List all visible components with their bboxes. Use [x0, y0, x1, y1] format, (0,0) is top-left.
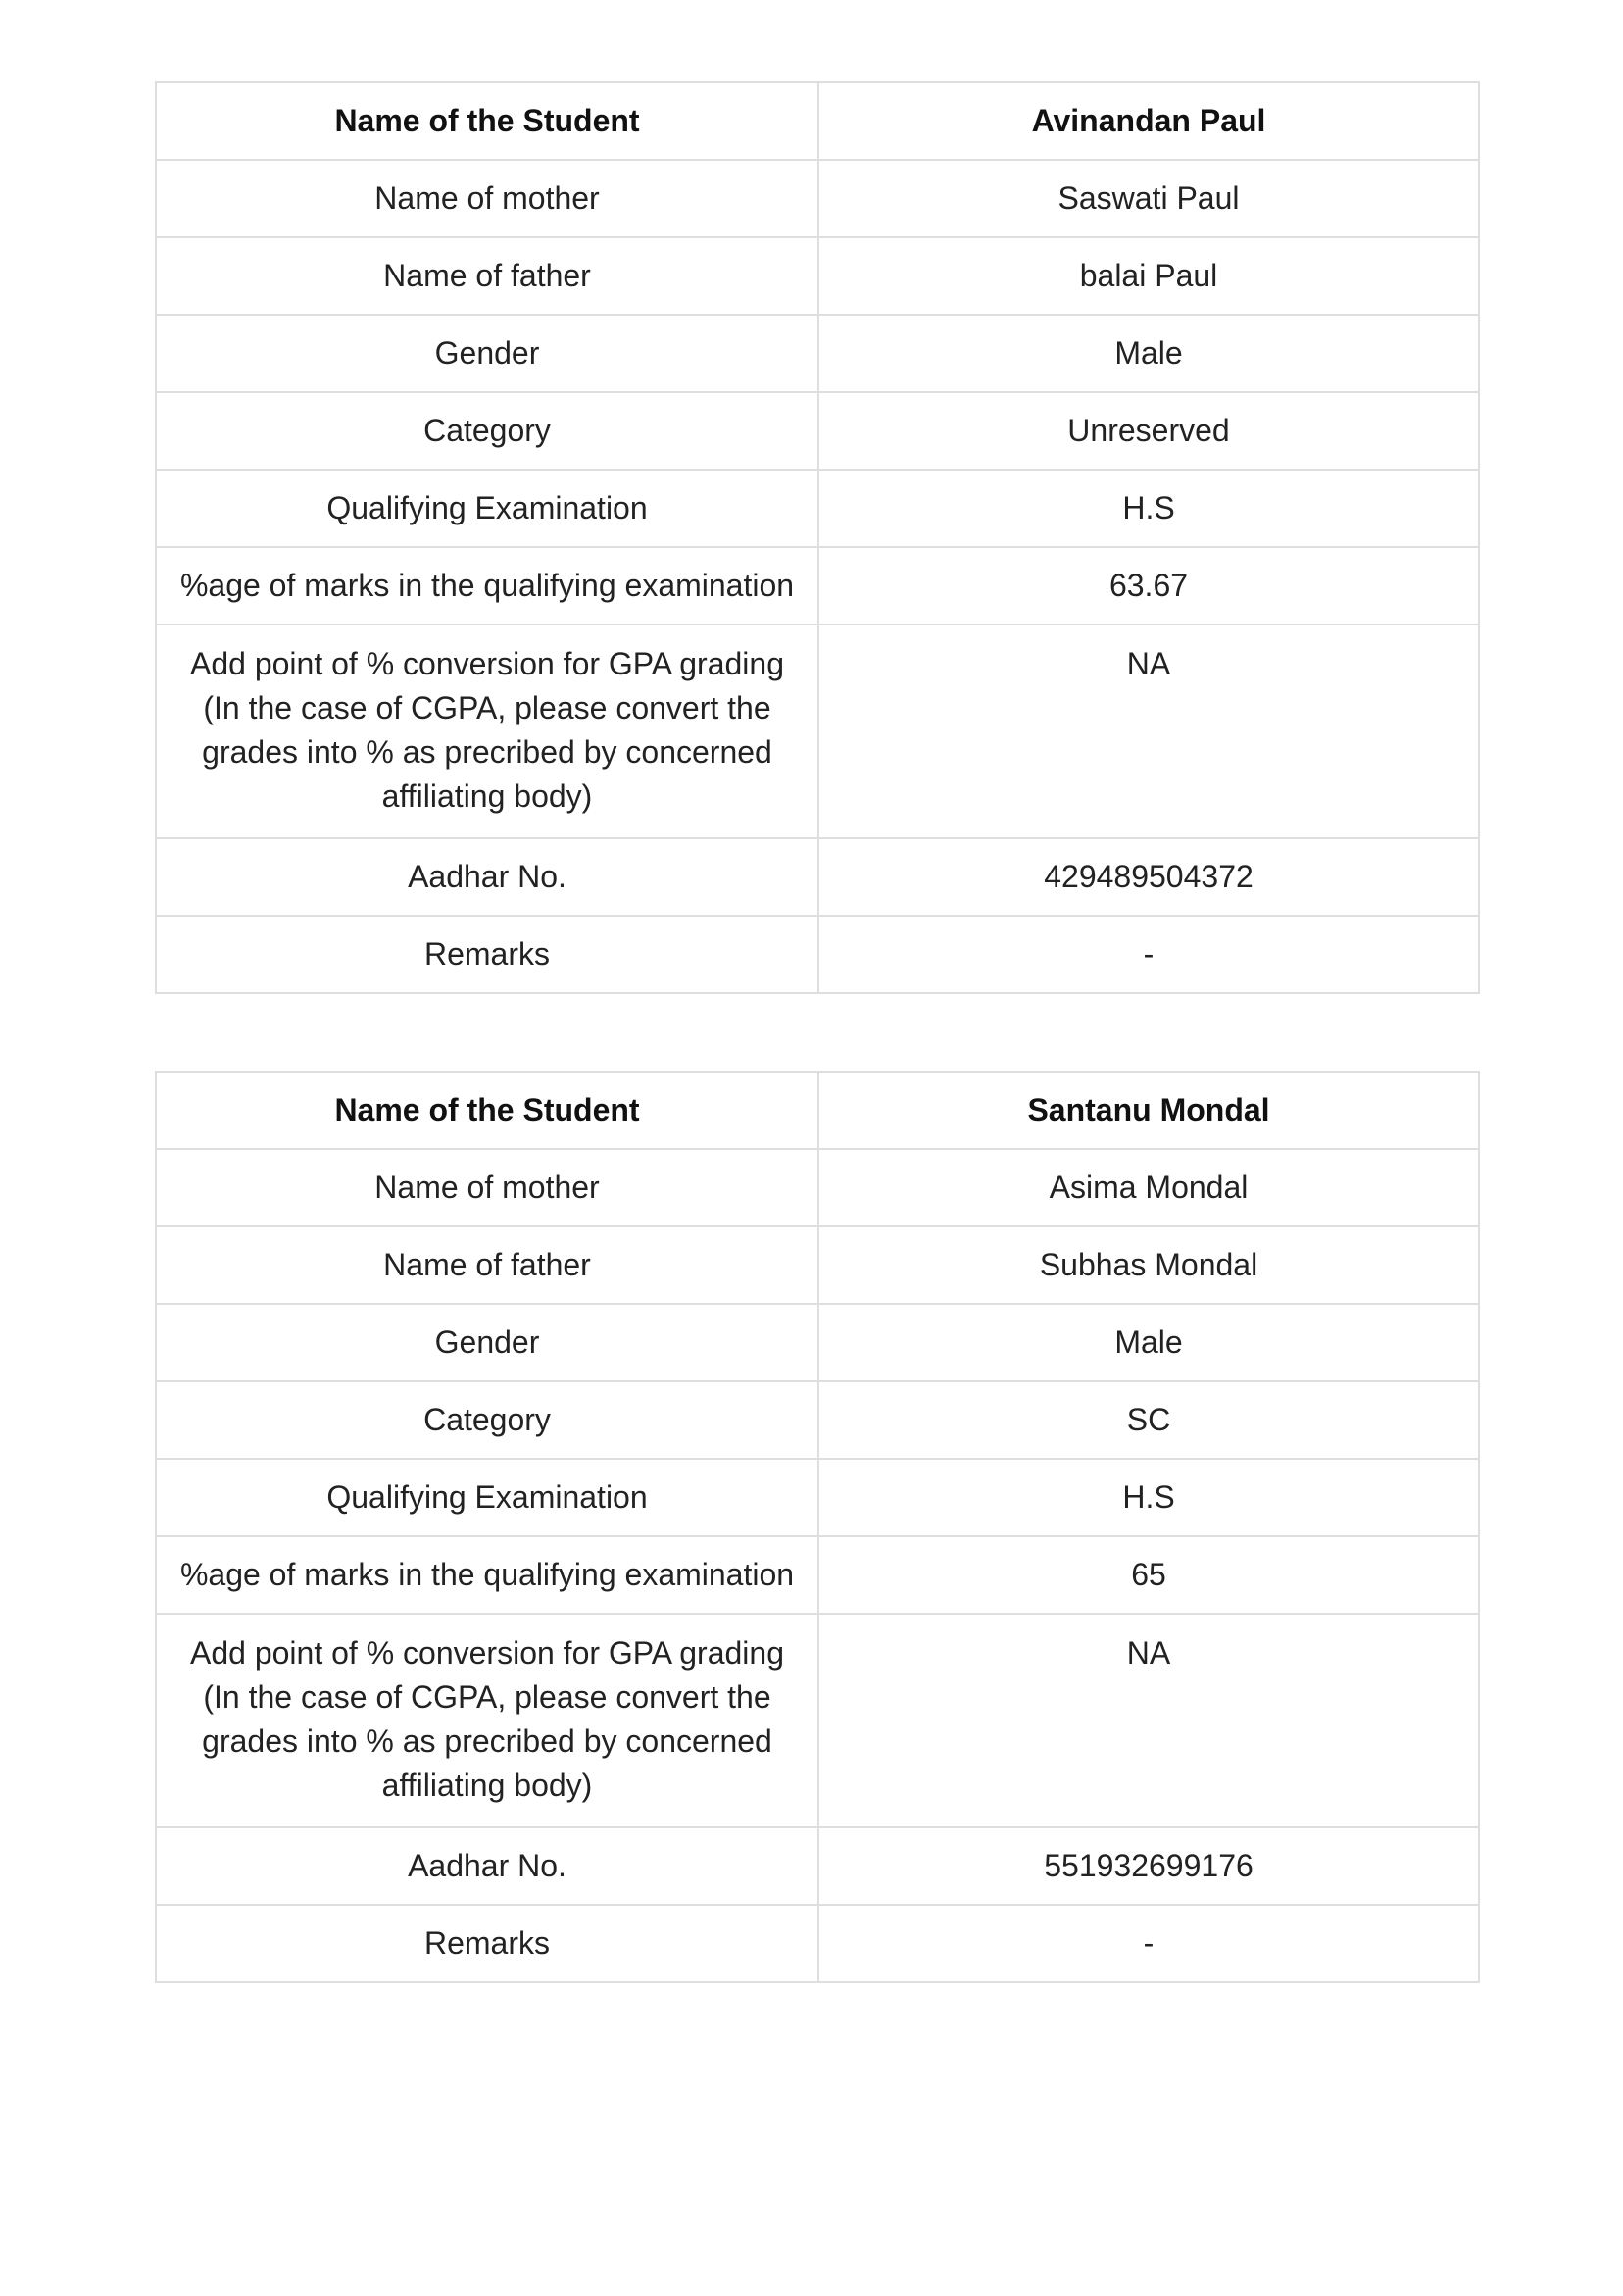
table-header-row — [156, 82, 1479, 160]
field-value: Subhas Mondal — [818, 1226, 1479, 1304]
table-row — [156, 1149, 1479, 1226]
student-name-label: Name of the Student — [156, 82, 818, 160]
table-row — [156, 160, 1479, 237]
field-value: balai Paul — [818, 237, 1479, 315]
student-name-value: Santanu Mondal — [818, 1072, 1479, 1149]
table-row — [156, 547, 1479, 624]
field-value: 63.67 — [818, 547, 1479, 624]
field-label: Add point of % conversion for GPA grading (In the case of CGPA, please convert the grades into % as precribed by concerned affiliating body) — [156, 624, 818, 838]
table-row — [156, 624, 1479, 838]
table-row — [156, 838, 1479, 916]
student-name-value: Avinandan Paul — [818, 82, 1479, 160]
field-label: Name of mother — [156, 1149, 818, 1226]
table-row — [156, 1226, 1479, 1304]
field-label: Name of father — [156, 237, 818, 315]
field-value: 429489504372 — [818, 838, 1479, 916]
field-label: Qualifying Examination — [156, 470, 818, 547]
field-value: - — [818, 916, 1479, 993]
table-row — [156, 392, 1479, 470]
field-label: Remarks — [156, 1905, 818, 1982]
field-label: Category — [156, 392, 818, 470]
field-value: Asima Mondal — [818, 1149, 1479, 1226]
table-row — [156, 1536, 1479, 1614]
field-label: Qualifying Examination — [156, 1459, 818, 1536]
table-row — [156, 315, 1479, 392]
field-value: SC — [818, 1381, 1479, 1459]
field-value: NA — [818, 1614, 1479, 1827]
field-label: Aadhar No. — [156, 838, 818, 916]
field-label: Gender — [156, 315, 818, 392]
field-value: Unreserved — [818, 392, 1479, 470]
table-row — [156, 1614, 1479, 1827]
table-row — [156, 470, 1479, 547]
table-header-row — [156, 1072, 1479, 1149]
field-label: Category — [156, 1381, 818, 1459]
table-row — [156, 237, 1479, 315]
field-value: H.S — [818, 470, 1479, 547]
table-row — [156, 1459, 1479, 1536]
field-label: Aadhar No. — [156, 1827, 818, 1905]
table-row — [156, 1827, 1479, 1905]
field-label: %age of marks in the qualifying examination — [156, 1536, 818, 1614]
table-row — [156, 916, 1479, 993]
field-label: Add point of % conversion for GPA grading (In the case of CGPA, please convert the grades into % as precribed by concerned affiliating body) — [156, 1614, 818, 1827]
student-record-table — [155, 1071, 1480, 1983]
field-label: %age of marks in the qualifying examination — [156, 547, 818, 624]
field-label: Remarks — [156, 916, 818, 993]
field-value: Saswati Paul — [818, 160, 1479, 237]
field-value: Male — [818, 1304, 1479, 1381]
table-row — [156, 1304, 1479, 1381]
field-value: 65 — [818, 1536, 1479, 1614]
table-row — [156, 1905, 1479, 1982]
field-label: Name of mother — [156, 160, 818, 237]
field-label: Name of father — [156, 1226, 818, 1304]
field-value: - — [818, 1905, 1479, 1982]
field-value: H.S — [818, 1459, 1479, 1536]
field-label: Gender — [156, 1304, 818, 1381]
student-name-label: Name of the Student — [156, 1072, 818, 1149]
field-value: NA — [818, 624, 1479, 838]
field-value: Male — [818, 315, 1479, 392]
field-value: 551932699176 — [818, 1827, 1479, 1905]
student-record-table — [155, 81, 1480, 994]
table-row — [156, 1381, 1479, 1459]
